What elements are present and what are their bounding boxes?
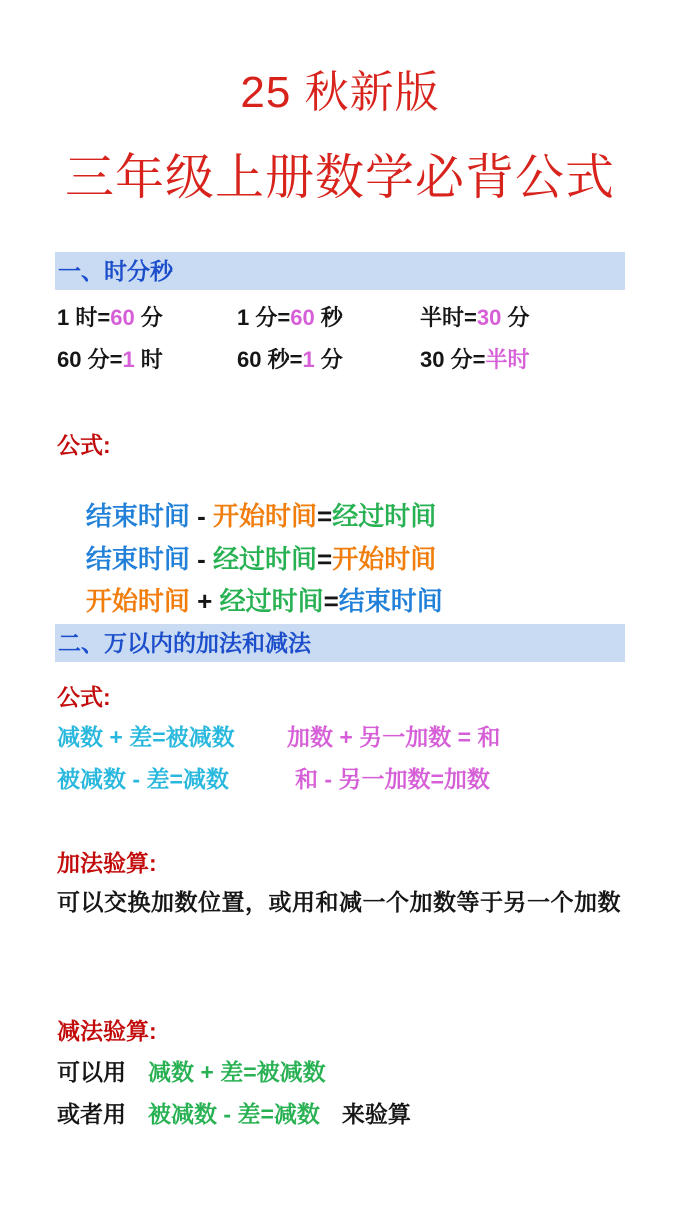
conversion-cell: [237, 343, 420, 374]
conversion-post: 时: [134, 347, 163, 372]
addition-formula-row-1: [57, 719, 500, 752]
conversion-value: 1: [122, 347, 135, 372]
subtraction-relation-formula: 减数 + 差=被减数: [57, 724, 235, 750]
conversion-cell: [237, 301, 420, 332]
conversion-pre: 60 分=: [57, 347, 123, 372]
conversion-pre: 30 分=: [420, 347, 486, 372]
section-1-formula-label: 公式:: [57, 432, 111, 458]
formula-operator: -: [189, 544, 214, 574]
conversion-cell: [420, 343, 529, 374]
conversion-value: 1: [302, 347, 315, 372]
conversion-post: 分: [314, 347, 343, 372]
section-1-header: 一、时分秒: [55, 252, 625, 290]
conversion-value: 60: [290, 305, 315, 330]
formula-segment: 经过时间: [219, 586, 324, 616]
formula-segment: 开始时间: [332, 544, 437, 574]
conversion-value: 60: [110, 305, 135, 330]
section-2-formula-label: 公式:: [57, 684, 111, 710]
formula-segment: 结束时间: [338, 586, 443, 616]
subtraction-check-label: 减法验算:: [57, 1018, 157, 1044]
formula-operator: =: [317, 544, 333, 574]
conversion-value: 30: [476, 305, 502, 330]
subtraction-relation-formula: 被减数 - 差=减数: [57, 766, 229, 792]
check-prefix: 或者用: [57, 1101, 126, 1127]
formula-segment: 经过时间: [213, 544, 318, 574]
conversion-pre: 60 秒=: [237, 347, 303, 372]
page-title-line-2: 三年级上册数学必背公式: [64, 151, 615, 205]
conversion-cell: [420, 301, 529, 332]
conversion-pre: 1 分=: [237, 305, 291, 330]
formula-operator: +: [189, 586, 220, 616]
formula-operator: -: [189, 501, 214, 531]
conversion-pre: 半时=: [420, 305, 477, 330]
conversion-cell: [57, 301, 237, 332]
conversion-pre: 1 时=: [57, 305, 111, 330]
formula-segment: 经过时间: [332, 501, 437, 531]
conversion-row-2: [57, 343, 529, 374]
addition-relation-formula: 和 - 另一加数=加数: [295, 766, 490, 792]
formula-operator: =: [317, 501, 333, 531]
conversion-row-1: [57, 301, 529, 332]
conversion-post: 分: [501, 305, 530, 330]
addition-formula-row-2: [57, 761, 490, 794]
subtraction-check-line-2: [57, 1096, 411, 1129]
check-suffix: 来验算: [341, 1101, 411, 1127]
formula-segment: 开始时间: [213, 501, 318, 531]
addition-check-text: 可以交换加数位置，或用和减一个加数等于另一个加数: [57, 889, 621, 915]
conversion-value: 半时: [485, 347, 530, 372]
section-2-header: 二、万以内的加法和减法: [55, 624, 625, 662]
formula-segment: 结束时间: [85, 501, 190, 531]
conversion-post: 秒: [314, 305, 343, 330]
subtraction-check-line-1: [57, 1054, 326, 1087]
conversion-cell: [57, 343, 237, 374]
addition-check-label: 加法验算:: [57, 850, 157, 876]
formula-segment: 开始时间: [85, 586, 190, 616]
formula-segment: 结束时间: [85, 544, 190, 574]
check-formula: 减数 + 差=被减数: [148, 1059, 326, 1085]
page-title-line-1: 25 秋新版: [240, 68, 440, 117]
check-prefix: 可以用: [57, 1059, 126, 1085]
addition-relation-formula: 加数 + 另一加数 = 和: [287, 724, 501, 750]
check-formula: 被减数 - 差=减数: [148, 1101, 320, 1127]
formula-operator: =: [323, 586, 339, 616]
conversion-post: 分: [134, 305, 163, 330]
